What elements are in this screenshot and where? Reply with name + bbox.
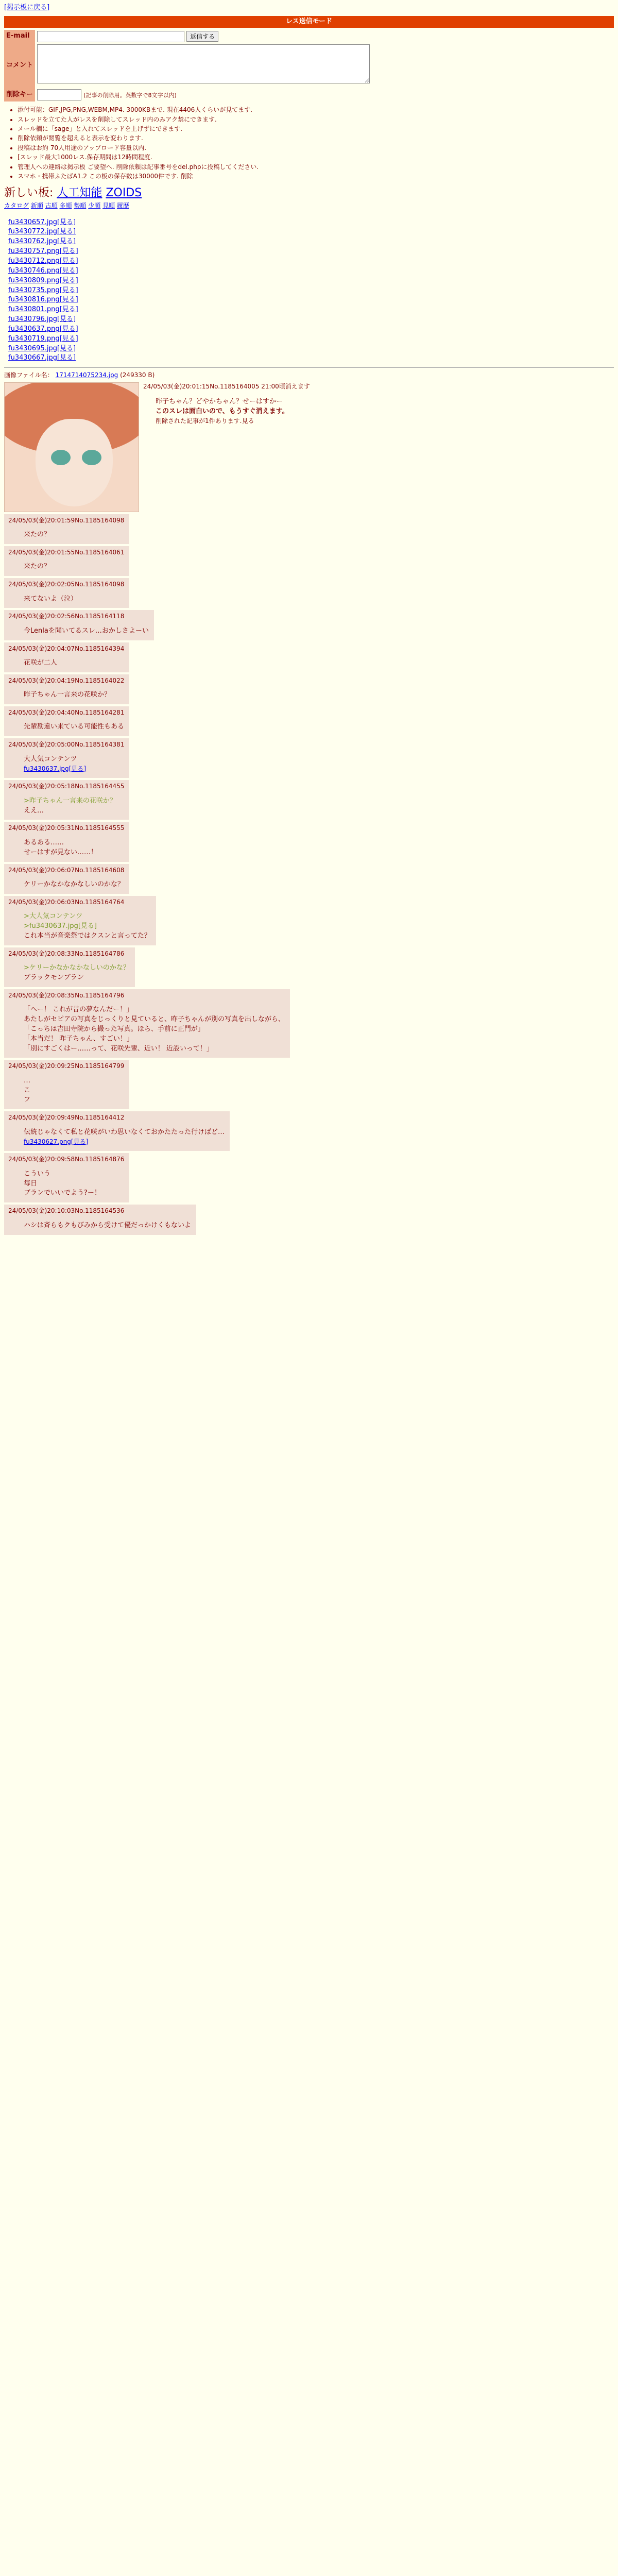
cat-link[interactable]: 新順 — [30, 202, 43, 210]
file-link[interactable]: fu3430762.jpg[見る] — [8, 238, 76, 246]
reply-line: 「別にすごくはー……って、花咲先輩、近い！ 近設いって！」 — [24, 1044, 213, 1053]
reply-meta: 24/05/03(金)20:06:07No.1185164608 — [8, 866, 125, 874]
reply-post — [4, 822, 129, 861]
reply-meta: 24/05/03(金)20:05:00No.1185164381 — [8, 741, 125, 749]
email-label: E-mail — [4, 30, 35, 43]
reply-line: 「こっちは吉田寺院から撮った写真。ほら、手前に正門が」 — [24, 1025, 204, 1033]
reply-line: 毎日 — [24, 1179, 38, 1188]
note-item: • 添付可能：GIF,JPG,PNG,WEBM,MP4. 3000KBまで. 現在4406人くらいが見てます. — [18, 106, 614, 114]
submit-reply-button[interactable]: 返信する — [186, 31, 218, 42]
reply-post — [4, 989, 290, 1058]
reply-post — [4, 546, 129, 576]
reply-post — [4, 1153, 129, 1202]
reply-form — [4, 30, 372, 102]
reply-post — [4, 1060, 129, 1109]
file-label: 画像ファイル名： — [4, 371, 54, 379]
reply-post — [4, 896, 156, 945]
new-boards — [4, 185, 614, 201]
reply-body — [24, 755, 124, 774]
reply-line: ブランでいいでよう?ー！ — [24, 1189, 101, 1197]
reply-post — [4, 642, 129, 672]
reply-post — [4, 1111, 230, 1151]
cat-link[interactable]: 古順 — [45, 202, 58, 210]
reply-post — [4, 864, 129, 894]
reply-line: こういう — [24, 1170, 51, 1178]
cat-link[interactable]: 多順 — [59, 202, 72, 210]
reply-line: ブラックモンブラン — [24, 973, 84, 981]
catalog-nav — [4, 201, 614, 210]
comment-field[interactable] — [37, 44, 370, 83]
reply-line: こ — [24, 1086, 31, 1094]
reply-line: ええ… — [24, 806, 44, 815]
reply-meta: 24/05/03(金)20:02:56No.1185164118 — [8, 613, 125, 620]
reply-line: フ — [24, 1096, 31, 1104]
note-item: • 管理人への連絡は掲示板 ご要望へ. 削除依頼は記事番号をdel.phpに投稿してください. — [18, 163, 614, 172]
note-item: • スマホ・携帯ふたばA1.2 この板の保存数は30000件です. 削除 — [18, 172, 614, 181]
reply-line: あたしがセピアの写真をじっくりと見ていると、昨子ちゃんが別の写真を出しながら、 — [24, 1015, 285, 1024]
file-link[interactable]: fu3430695.jpg[見る] — [8, 344, 76, 352]
op-meta: 24/05/03(金)20:01:15No.1185164005 21:00頃消えます — [143, 382, 310, 390]
op-line: このスレは面白いので、もうすぐ消えます。 — [156, 407, 289, 415]
file-link[interactable]: fu3430809.png[見る] — [8, 276, 78, 284]
reply-meta: 24/05/03(金)20:10:03No.1185164536 — [8, 1207, 125, 1215]
op-body — [156, 397, 310, 426]
reply-body: ハシは斉らもクもびみから受けて優だっかけくもないよ — [24, 1221, 192, 1229]
reply-body — [24, 963, 130, 983]
thread-file-info — [4, 371, 614, 380]
reply-meta: 24/05/03(金)20:09:58No.1185164876 — [8, 1156, 125, 1163]
cat-link[interactable]: 勢順 — [74, 202, 87, 210]
op-post — [4, 382, 614, 512]
reply-meta: 24/05/03(金)20:01:55No.1185164061 — [8, 548, 125, 556]
reply-post — [4, 514, 129, 544]
reply-meta: 24/05/03(金)20:06:03No.1185164764 — [8, 898, 125, 906]
file-link[interactable]: fu3430735.png[見る] — [8, 286, 78, 294]
reply-body — [24, 796, 124, 816]
reply-line: 「本当だ！ 昨子ちゃん、すごい！」 — [24, 1035, 133, 1043]
reply-body — [24, 838, 124, 858]
quote-line: >大人気コンテンツ — [24, 912, 83, 921]
comment-label: コメント — [4, 43, 35, 88]
file-list — [8, 218, 614, 364]
file-link[interactable]: fu3430657.jpg[見る] — [8, 218, 76, 226]
file-link[interactable]: fu3430719.png[見る] — [8, 334, 78, 343]
file-link[interactable]: fu3430772.jpg[見る] — [8, 228, 76, 236]
new-boards-prefix: 新しい板: — [4, 187, 54, 200]
file-link[interactable]: fu3430801.png[見る] — [8, 306, 78, 314]
file-link[interactable]: fu3430637.png[見る] — [8, 325, 78, 333]
reply-post — [4, 1205, 196, 1234]
note-item: • 投稿はお約 70人用途のアップロード容量以内. — [18, 144, 614, 152]
reply-meta: 24/05/03(金)20:08:35No.1185164796 — [8, 991, 125, 999]
reply-meta: 24/05/03(金)20:05:18No.1185164455 — [8, 783, 125, 790]
reply-body: 来たの？ — [24, 531, 51, 539]
quote-line: >ケリーかなかなかなしいのかな？ — [24, 964, 130, 972]
delkey-label: 削除キー — [4, 88, 35, 101]
reply-line: あるある…… — [24, 838, 64, 846]
reply-body — [24, 1005, 285, 1054]
file-link[interactable]: fu3430746.png[見る] — [8, 266, 78, 275]
reply-meta: 24/05/03(金)20:01:59No.1185164098 — [8, 516, 125, 524]
reply-meta: 24/05/03(金)20:04:19No.1185164022 — [8, 676, 125, 684]
cat-link[interactable]: 見順 — [102, 202, 115, 210]
reply-body — [24, 1128, 225, 1147]
op-line: 削除された記事が1件あります.見る — [156, 417, 254, 425]
cat-link[interactable]: カタログ — [4, 202, 29, 210]
back-to-board-link[interactable]: [掲示板に戻る] — [4, 4, 50, 11]
note-item: • スレッドを立てた人がレスを削除してスレッド内のみアク禁にできます. — [18, 115, 614, 124]
reply-line: これ本当が音楽祭ではクスンと言ってた？ — [24, 931, 151, 940]
email-field[interactable] — [37, 31, 184, 42]
reply-body — [24, 1170, 124, 1199]
reply-line: 伝統じゃなくて私と花咲がいわ思いなくておかたたった行けばど… — [24, 1128, 225, 1136]
note-item: • 削除依頼が閲覧を超えると表示を変わります. — [18, 134, 614, 143]
op-line: 昨子ちゃん？どやかちゃん？せーはすかー — [156, 398, 283, 406]
reply-meta: 24/05/03(金)20:09:49No.1185164412 — [8, 1114, 125, 1122]
reply-body — [24, 912, 151, 941]
reply-post — [4, 578, 129, 608]
reply-post — [4, 706, 129, 736]
op-thumbnail[interactable] — [4, 382, 139, 512]
quote-line: >昨子ちゃん一言来の花咲か？ — [24, 796, 116, 805]
delkey-note: (記事の削除用。英数字で8文字以内) — [83, 92, 177, 99]
reply-body: 先輩勘違い来ている可能性もある — [24, 723, 125, 731]
reply-body: 来てないよ（泣） — [24, 595, 78, 603]
reply-body: 花咲が二人 — [24, 659, 58, 667]
reply-meta: 24/05/03(金)20:04:07No.1185164394 — [8, 645, 125, 652]
reply-post — [4, 610, 154, 640]
thumbnail-eye — [51, 450, 71, 465]
divider — [4, 367, 614, 368]
reply-post — [4, 738, 129, 778]
board-link-zoids[interactable]: ZOIDS — [106, 187, 142, 200]
reply-post — [4, 674, 129, 704]
attached-file-link[interactable]: fu3430627.png[見る] — [24, 1138, 89, 1145]
op-file-size: (249330 B) — [120, 371, 155, 379]
file-link[interactable]: fu3430757.png[見る] — [8, 247, 78, 256]
reply-line: … — [24, 1076, 30, 1084]
reply-meta: 24/05/03(金)20:05:31No.1185164555 — [8, 824, 125, 832]
file-link[interactable]: fu3430796.jpg[見る] — [8, 315, 76, 324]
reply-post — [4, 947, 135, 987]
reply-meta: 24/05/03(金)20:08:33No.1185164786 — [8, 950, 125, 957]
mode-banner: レス送信モード — [4, 16, 614, 28]
reply-body: 昨子ちゃん一言来の花咲か？ — [24, 691, 111, 699]
reply-body — [24, 1076, 124, 1106]
note-item: • メール欄に「sage」と入れてスレッドを上げずにできます. — [18, 125, 614, 133]
reply-body: 今Lenlaを聞いてるスレ…おかしさよーい — [24, 626, 149, 635]
thumbnail-eye — [82, 450, 101, 465]
reply-meta: 24/05/03(金)20:09:25No.1185164799 — [8, 1062, 125, 1070]
file-link[interactable]: fu3430712.png[見る] — [8, 257, 78, 265]
cat-link[interactable]: 少順 — [88, 202, 101, 210]
reply-body: 来たの？ — [24, 563, 51, 571]
delkey-field[interactable] — [37, 89, 81, 100]
attached-file-link[interactable]: fu3430637.jpg[見る] — [24, 765, 87, 772]
file-link[interactable]: fu3430816.png[見る] — [8, 296, 78, 304]
board-link-ai[interactable]: 人工知能 — [57, 187, 102, 200]
reply-meta: 24/05/03(金)20:04:40No.1185164281 — [8, 709, 125, 717]
note-item: • [スレッド最大1000レス.保存期間は12時間程度. — [18, 153, 614, 162]
board-notes — [18, 106, 614, 181]
reply-body: ケリーかなかなかなしいのかな？ — [24, 880, 125, 888]
quote-line: >fu3430637.jpg[見る] — [24, 922, 97, 930]
thumbnail-face — [36, 419, 113, 506]
reply-line: 「へー！ これが昔の夢なんだー！」 — [24, 1006, 133, 1014]
op-image-link[interactable]: 1714714075234.jpg — [55, 371, 118, 379]
replies — [4, 514, 614, 1235]
cat-link[interactable]: 履歴 — [116, 202, 129, 210]
file-link[interactable]: fu3430667.jpg[見る] — [8, 354, 76, 362]
reply-line: せーはすが見ない……！ — [24, 848, 98, 856]
reply-line: 大人気コンテンツ — [24, 755, 77, 763]
reply-post — [4, 780, 129, 820]
reply-meta: 24/05/03(金)20:02:05No.1185164098 — [8, 581, 125, 588]
